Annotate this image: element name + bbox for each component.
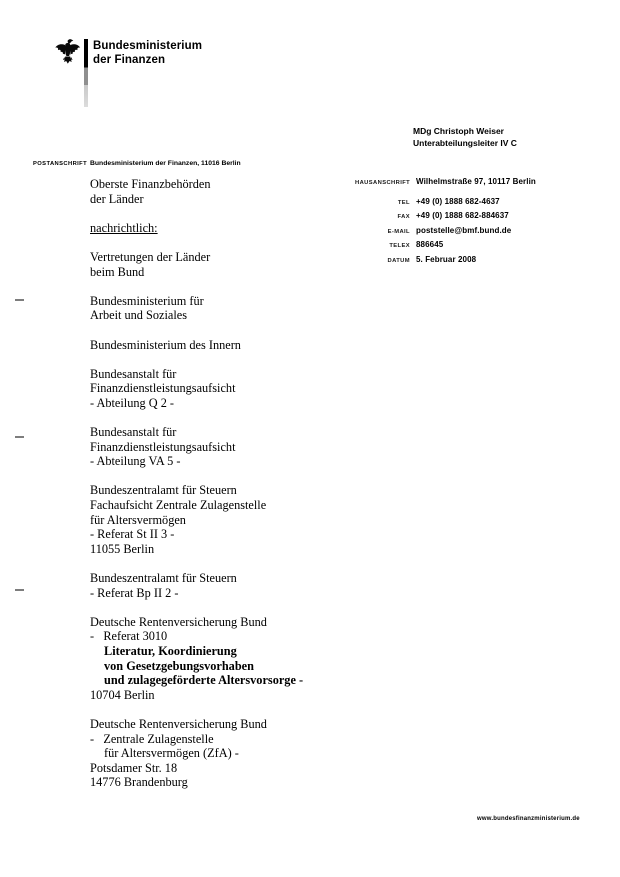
recipient-line (90, 556, 390, 571)
recipient-line: 14776 Brandenburg (90, 775, 188, 790)
postanschrift-label: POSTANSCHRIFT (33, 161, 88, 167)
recipient-line: Bundesanstalt für (90, 425, 177, 440)
recipient-line: Arbeit und Soziales (90, 308, 187, 323)
recipient-line: Oberste Finanzbehörden (90, 177, 211, 191)
recipient-line: Deutsche Rentenversicherung Bund (90, 614, 267, 629)
contact-label: E-MAIL (387, 228, 410, 235)
contact-row (355, 211, 605, 226)
recipient-line: Deutsche Rentenversicherung Bund (90, 716, 267, 731)
contact-label: HAUSANSCHRIFT (355, 180, 411, 186)
recipient-line: Literatur, Koordinierung (104, 644, 237, 658)
recipient-line: - Referat 3010 (90, 629, 168, 644)
recipient-address (90, 177, 390, 790)
logo-divider-bar (84, 39, 88, 107)
recipient-line (90, 323, 390, 338)
postal-return-line (33, 160, 241, 167)
fold-mark (15, 299, 24, 301)
officer-block (413, 126, 517, 149)
recipient-line: - Abteilung VA 5 - (90, 454, 181, 469)
contact-row (355, 197, 605, 212)
contact-row (355, 177, 605, 192)
recipient-line (90, 206, 390, 221)
recipient-line: 10704 Berlin (90, 687, 155, 702)
contact-label: TELEX (389, 243, 410, 249)
recipient-line: Fachaufsicht Zentrale Zulagenstelle (90, 498, 267, 513)
contact-label: TEL (397, 199, 410, 206)
recipient-line: Finanzdienstleistungsaufsicht (90, 439, 236, 454)
contact-value: Wilhelmstraße 97, 10117 Berlin (416, 177, 536, 186)
recipient-line: Finanzdienstleistungsaufsicht (90, 381, 236, 396)
recipient-line: - Referat St II 3 - (90, 527, 175, 542)
recipient-line: Bundeszentralamt für Steuern (90, 483, 237, 498)
contact-value: 886645 (416, 240, 444, 249)
recipient-line: Bundesministerium für (90, 293, 204, 308)
recipient-line: für Altersvermögen (ZfA) - (104, 746, 239, 761)
recipient-line: 11055 Berlin (90, 541, 155, 556)
recipient-line: Potsdamer Str. 18 (90, 760, 178, 775)
contact-label: DATUM (387, 257, 410, 264)
recipient-line (90, 411, 390, 426)
recipient-line: und zulagegeförderte Altersvorsorge - (104, 673, 304, 688)
contact-value: +49 (0) 1888 682-884637 (416, 211, 509, 220)
recipient-line: - Referat Bp II 2 - (90, 585, 179, 600)
recipient-line: - Abteilung Q 2 - (90, 395, 175, 410)
ministry-name-line1: Bundesministerium (93, 40, 203, 52)
contact-value: 5. Februar 2008 (416, 254, 477, 264)
recipient-line (90, 352, 390, 367)
recipient-line: von Gesetzgebungsvorhaben (104, 658, 254, 673)
contact-row (355, 226, 605, 241)
postanschrift-value: Bundesministerium der Finanzen, 11016 Berlin (90, 160, 241, 167)
recipient-line: Bundesministerium des Innern (90, 337, 241, 352)
recipient-line: für Altersvermögen (90, 512, 186, 527)
recipient-line (90, 469, 390, 484)
contact-label: FAX (397, 214, 410, 220)
fold-mark (15, 436, 24, 438)
website-url: www.bundesfinanzministerium.de (477, 816, 580, 822)
recipient-line (90, 235, 390, 250)
recipient-line: beim Bund (90, 264, 145, 279)
recipient-line (90, 279, 390, 294)
contact-row (355, 240, 605, 255)
fold-mark (15, 589, 24, 591)
recipient-line: Bundesanstalt für (90, 366, 177, 381)
federal-eagle-icon (54, 38, 81, 67)
contact-value: poststelle@bmf.bund.de (416, 225, 512, 235)
contact-block (355, 177, 605, 269)
recipient-line (90, 600, 390, 615)
recipient-line: - Zentrale Zulagenstelle (90, 731, 214, 746)
contact-value: +49 (0) 1888 682-4637 (416, 196, 500, 206)
recipient-line: Bundeszentralamt für Steuern (90, 571, 237, 586)
officer-name: MDg Christoph Weiser (413, 126, 504, 136)
recipient-line (90, 702, 390, 717)
contact-row (355, 255, 605, 270)
recipient-line: der Länder (90, 191, 144, 206)
ministry-name-line2: der Finanzen (93, 53, 166, 66)
officer-title: Unterabteilungsleiter IV C (413, 137, 517, 148)
recipient-line: nachrichtlich: (90, 220, 158, 235)
ministry-name (93, 40, 202, 67)
recipient-line: Vertretungen der Länder (90, 249, 211, 264)
